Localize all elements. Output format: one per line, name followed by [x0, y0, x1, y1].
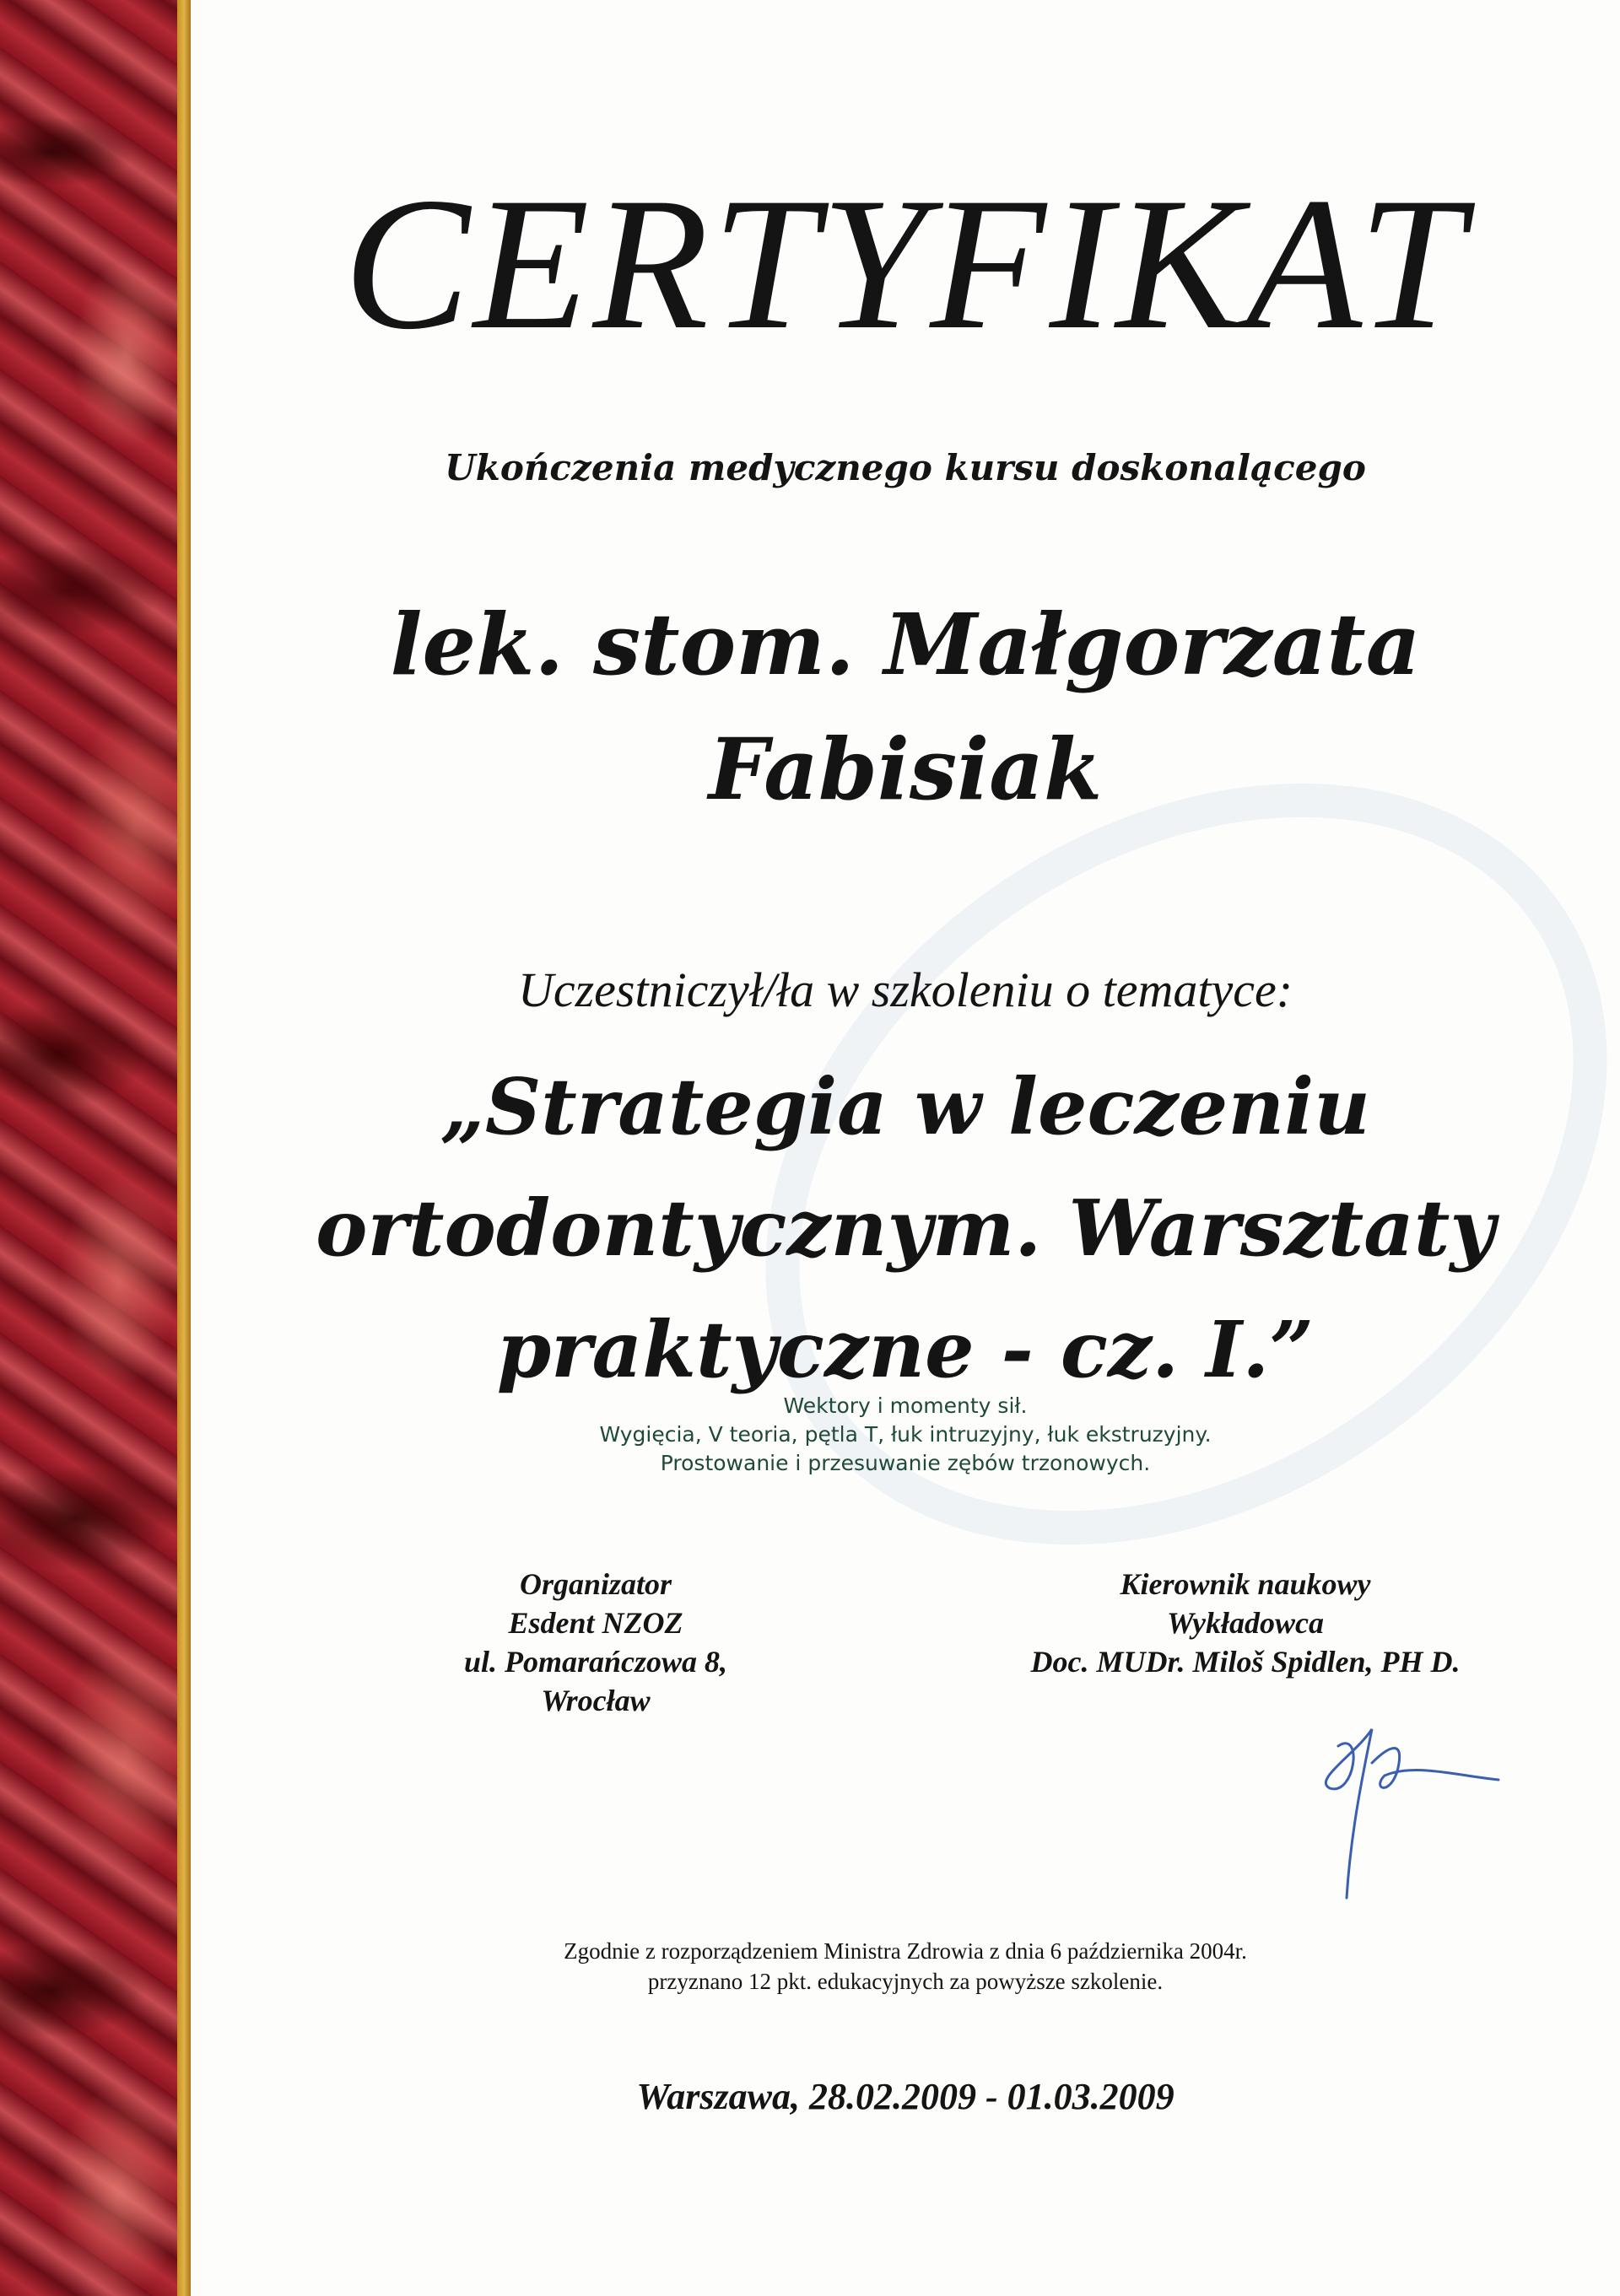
regulation-note — [191, 1936, 1620, 1997]
course-title-line3: praktyczne - cz. I.” — [496, 1304, 1315, 1395]
topic-line: Wygięcia, V teoria, pętla T, łuk intruzyjny, łuk ekstruzyjny. — [599, 1422, 1212, 1447]
participant-name-line1: lek. stom. Małgorzata — [390, 595, 1421, 694]
marbled-border — [0, 0, 177, 2296]
participant-name — [191, 582, 1620, 832]
gold-border-edge — [177, 0, 191, 2296]
director-name: Doc. MUDr. Miloš Spidlen, PH D. — [1030, 1645, 1461, 1679]
scientific-director-block — [967, 1565, 1524, 1681]
place-and-date: Warszawa, 28.02.2009 - 01.03.2009 — [636, 2076, 1174, 2117]
course-title-line2: ortodontycznym. Warsztaty — [316, 1183, 1495, 1274]
course-intro: Uczestniczył/ła w szkoleniu o tematyce: — [517, 962, 1293, 1017]
organizer-city: Wrocław — [541, 1684, 651, 1717]
topic-line: Prostowanie i przesuwanie zębów trzonowych. — [660, 1451, 1151, 1475]
course-title-line1: „Strategia w leczeniu — [440, 1061, 1371, 1152]
topic-line: Wektory i momenty sił. — [783, 1393, 1028, 1418]
handwritten-signature — [1304, 1695, 1541, 1932]
certificate-subtitle: Ukończenia medycznego kursu doskonalącego — [445, 447, 1366, 488]
certificate-content — [191, 0, 1620, 2296]
organizer-address: ul. Pomarańczowa 8, — [463, 1645, 728, 1679]
organizer-block — [359, 1565, 832, 1720]
participant-name-line2: Fabisiak — [708, 720, 1103, 819]
regulation-line2: przyznano 12 pkt. edukacyjnych za powyższe szkolenie. — [647, 1969, 1164, 1994]
regulation-line1: Zgodnie z rozporządzeniem Ministra Zdrowia z dnia 6 października 2004r. — [564, 1938, 1247, 1964]
course-title — [191, 1046, 1620, 1410]
certificate-title: CERTYFIKAT — [343, 158, 1467, 369]
organizer-name: Esdent NZOZ — [508, 1606, 683, 1640]
organizer-label: Organizator — [519, 1567, 672, 1601]
course-topics — [191, 1392, 1620, 1478]
lecturer-label: Wykładowca — [1167, 1606, 1324, 1640]
director-label: Kierownik naukowy — [1120, 1567, 1371, 1601]
